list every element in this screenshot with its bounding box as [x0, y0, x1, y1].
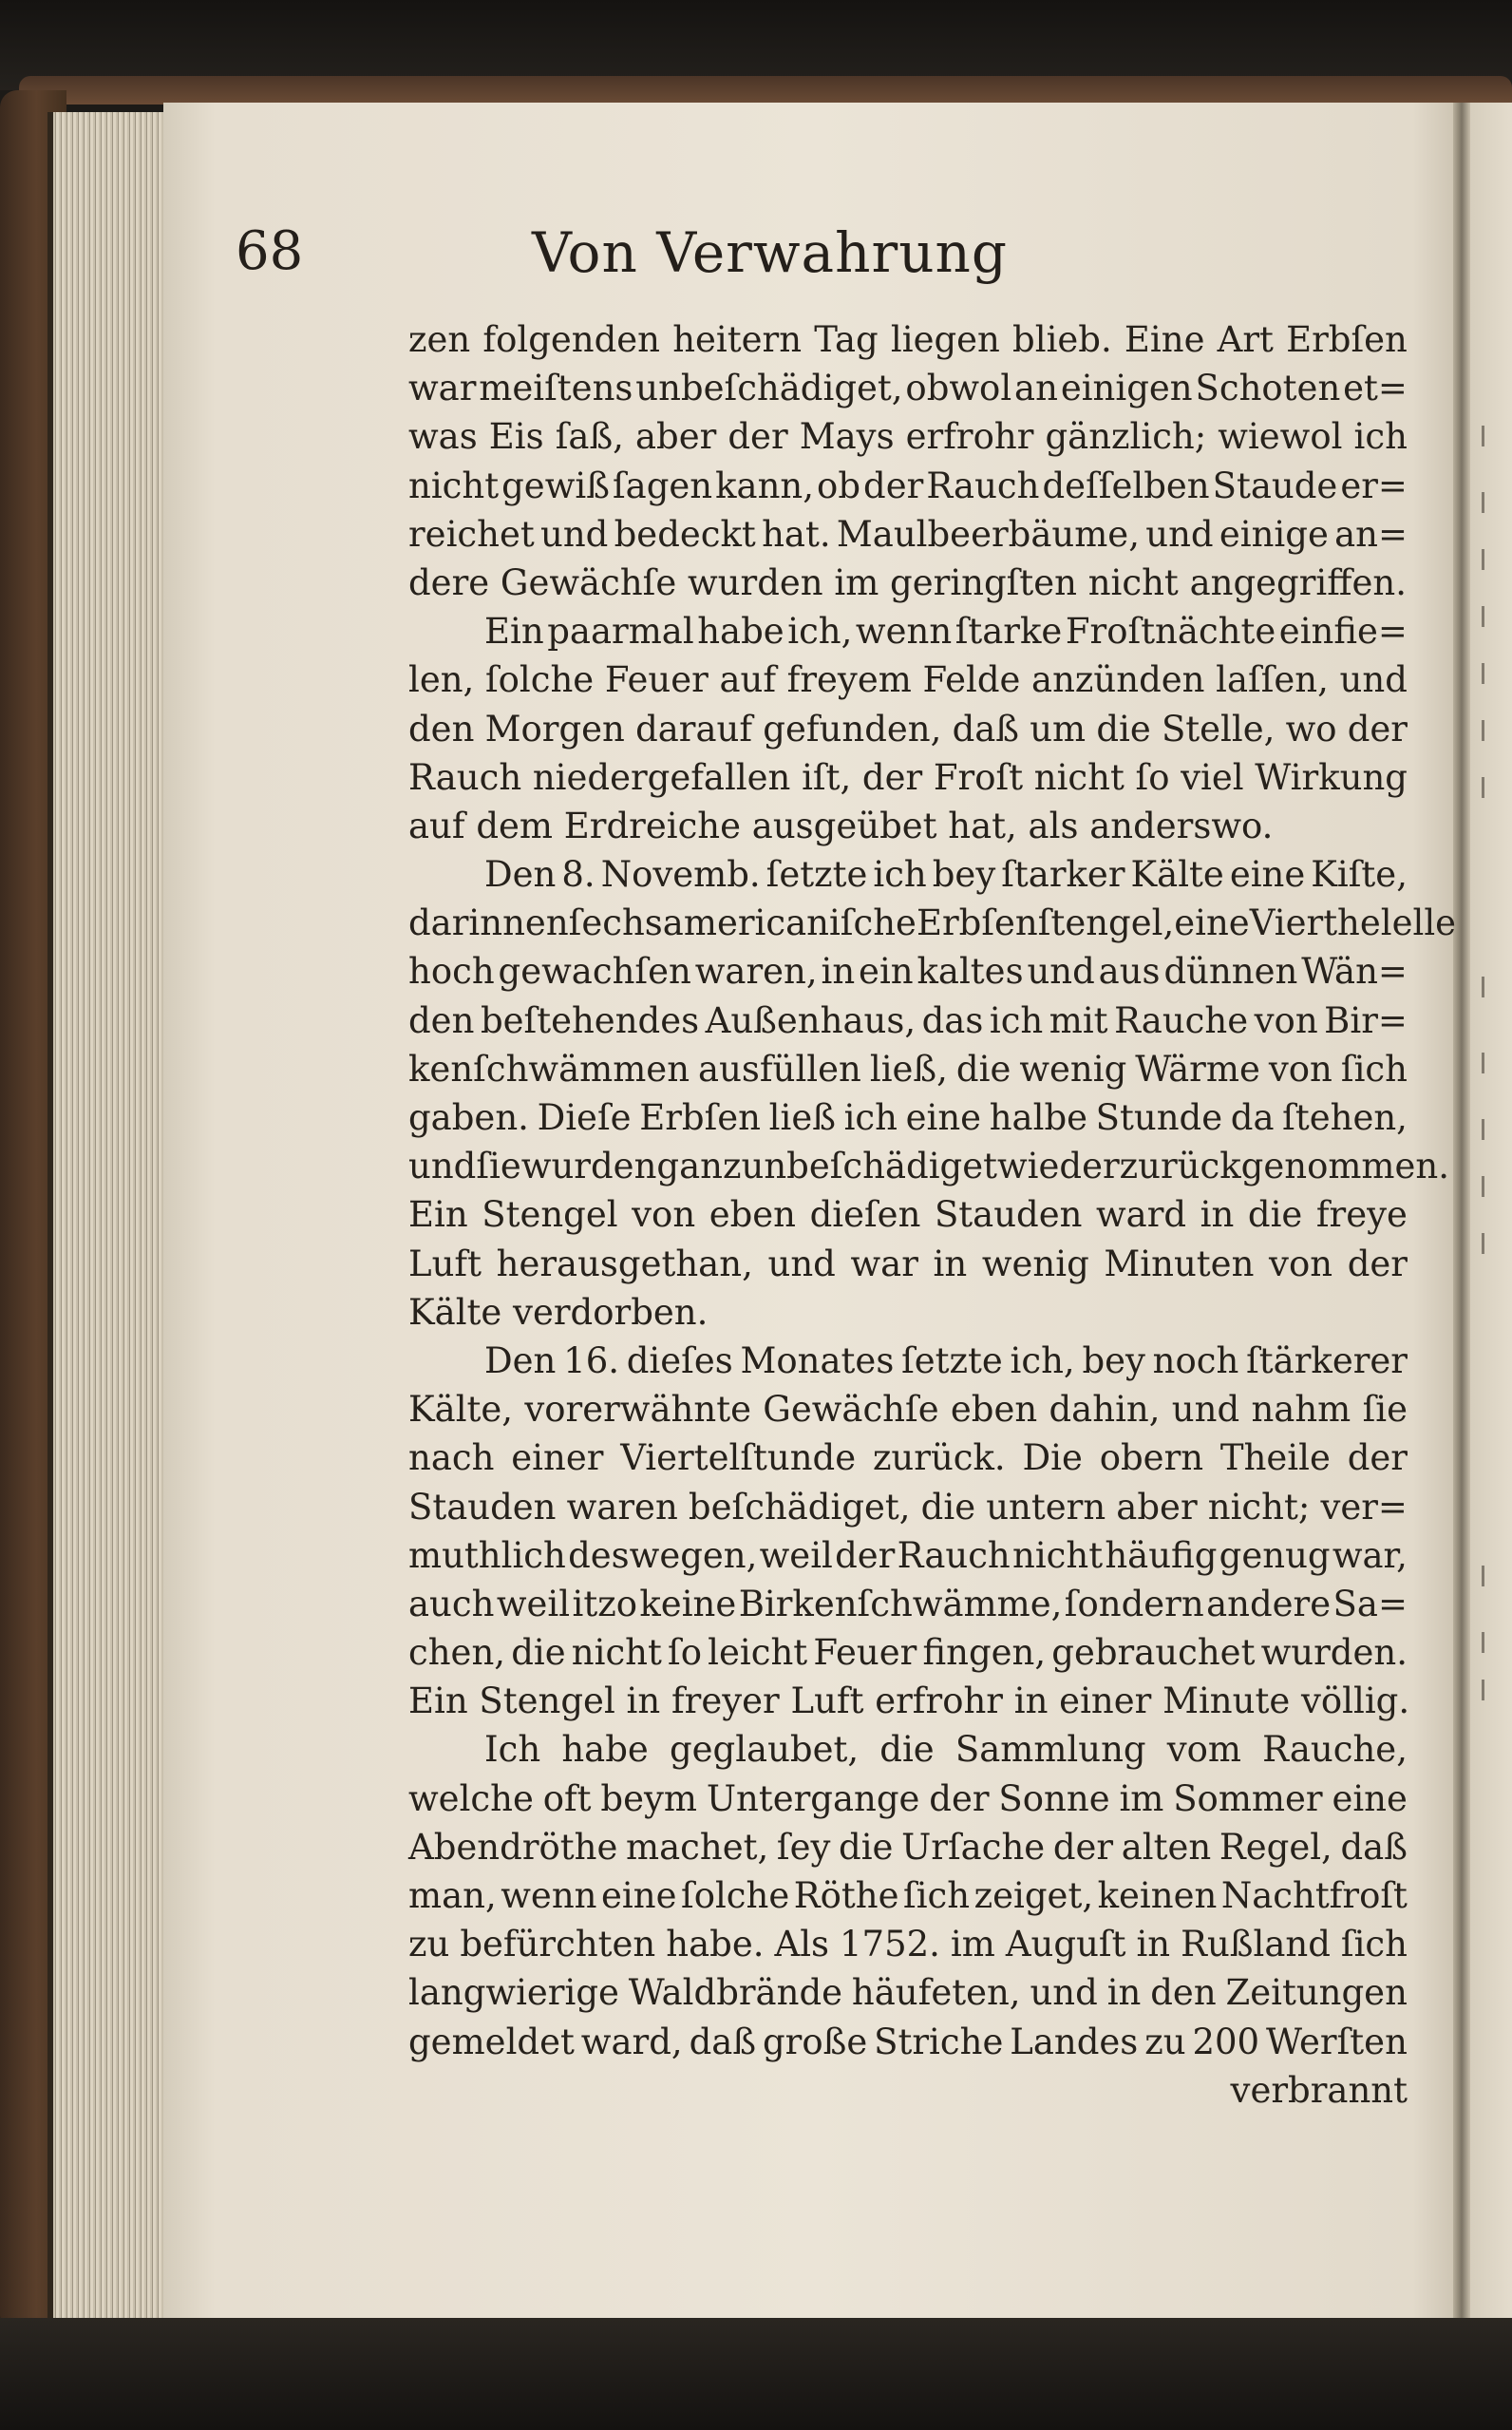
text-line: gaben. Dieſe Erbſen ließ ich eine halbe Stunde da ſtehen, — [408, 1097, 1408, 1138]
text-line: Ein Stengel von eben dieſen Stauden ward in die freye — [408, 1194, 1408, 1236]
text-line: kenſchwämmen ausfüllen ließ, die wenig Wärme von ſich — [408, 1048, 1408, 1090]
page-edges — [47, 112, 177, 2326]
text-line: darinnen ſechs americaniſche Erbſenſtengel, eine Vierthelelle — [408, 902, 1457, 944]
text-line: nicht gewiß ſagen kann, ob der Rauch deſſelben Staude er= — [408, 465, 1408, 506]
text-line: Kälte verdorben. — [408, 1291, 709, 1333]
text-line: Luft herausgethan, und war in wenig Minuten von der — [408, 1243, 1408, 1284]
text-line: auf dem Erdreiche ausgeübet hat, als anderswo. — [408, 805, 1274, 846]
text-line: war meiſtens unbeſchädiget, obwol an einigen Schoten et= — [408, 368, 1408, 409]
catchword: verbrannt — [1230, 2069, 1408, 2111]
text-line: Ein paarmal habe ich, wenn ſtarke Froſtnächte einfie= — [484, 611, 1408, 653]
text-line: nach einer Viertelſtunde zurück. Die obern Theile der — [408, 1437, 1408, 1479]
text-line: zu befürchten habe. Als 1752. im Auguſt in Rußland ſich — [408, 1924, 1408, 1965]
background-bottom — [0, 2318, 1512, 2430]
text-line: muthlich deswegen, weil der Rauch nicht häufig genug war, — [408, 1534, 1408, 1576]
text-line: dere Gewächſe wurden im geringſten nicht angegriffen. — [408, 561, 1408, 603]
text-line: man, wenn eine ſolche Röthe ſich zeiget, keinen Nachtfroſt — [408, 1875, 1408, 1916]
text-line: Kälte, vorerwähnte Gewächſe eben dahin, und nahm ſie — [408, 1389, 1408, 1431]
page-header — [0, 220, 1512, 287]
text-line: Abendröthe machet, ſey die Urſache der alten Regel, daß — [408, 1826, 1408, 1868]
running-title: Von Verwahrung — [532, 220, 1009, 285]
book-gutter — [1453, 103, 1470, 2321]
facing-page-edge — [1470, 103, 1512, 2321]
text-line: den Morgen darauf gefunden, daß um die Stelle, wo der — [408, 708, 1408, 750]
text-line: und ſie wurden ganz unbeſchädiget wieder zurückgenommen. — [408, 1146, 1449, 1187]
text-line: Ich habe geglaubet, die Sammlung vom Rauche, — [484, 1729, 1408, 1771]
book-cover-top — [19, 76, 1512, 104]
text-line: reichet und bedeckt hat. Maulbeerbäume, und einige an= — [408, 513, 1408, 555]
text-line: was Eis ſaß, aber der Mays erfrohr gänzlich; wiewol ich — [408, 416, 1408, 458]
text-line: Den 16. dieſes Monates ſetzte ich, bey noch ſtärkerer — [484, 1339, 1408, 1381]
text-line: Rauch niedergefallen iſt, der Froſt nicht ſo viel Wirkung — [408, 756, 1408, 798]
text-line: Den 8. Novemb. ſetzte ich bey ſtarker Kälte eine Kiſte, — [484, 854, 1408, 896]
text-line: zen folgenden heitern Tag liegen blieb. Eine Art Erbſen — [408, 319, 1408, 360]
text-line: auch weil itzo keine Birkenſchwämme, ſondern andere Sa= — [408, 1583, 1408, 1624]
text-line: Ein Stengel in freyer Luft erfrohr in einer Minute völlig. — [408, 1680, 1410, 1722]
text-line: chen, die nicht ſo leicht Feuer fingen, gebrauchet wurden. — [408, 1632, 1408, 1674]
text-line: len, ſolche Feuer auf freyem Felde anzünden laſſen, und — [408, 659, 1408, 701]
page-number: 68 — [236, 220, 304, 282]
text-line: gemeldet ward, daß große Striche Landes zu 200 Werſten — [408, 2021, 1408, 2062]
text-line: den beſtehendes Außenhaus, das ich mit Rauche von Bir= — [408, 999, 1408, 1041]
body-text — [408, 315, 1457, 2115]
text-line: Stauden waren beſchädiget, die untern aber nicht; ver= — [408, 1486, 1408, 1528]
text-line: hoch gewachſen waren, in ein kaltes und aus dünnen Wän= — [408, 951, 1408, 993]
text-line: langwierige Waldbrände häufeten, und in den Zeitungen — [408, 1972, 1408, 2014]
text-line: welche oft beym Untergange der Sonne im Sommer eine — [408, 1777, 1408, 1819]
